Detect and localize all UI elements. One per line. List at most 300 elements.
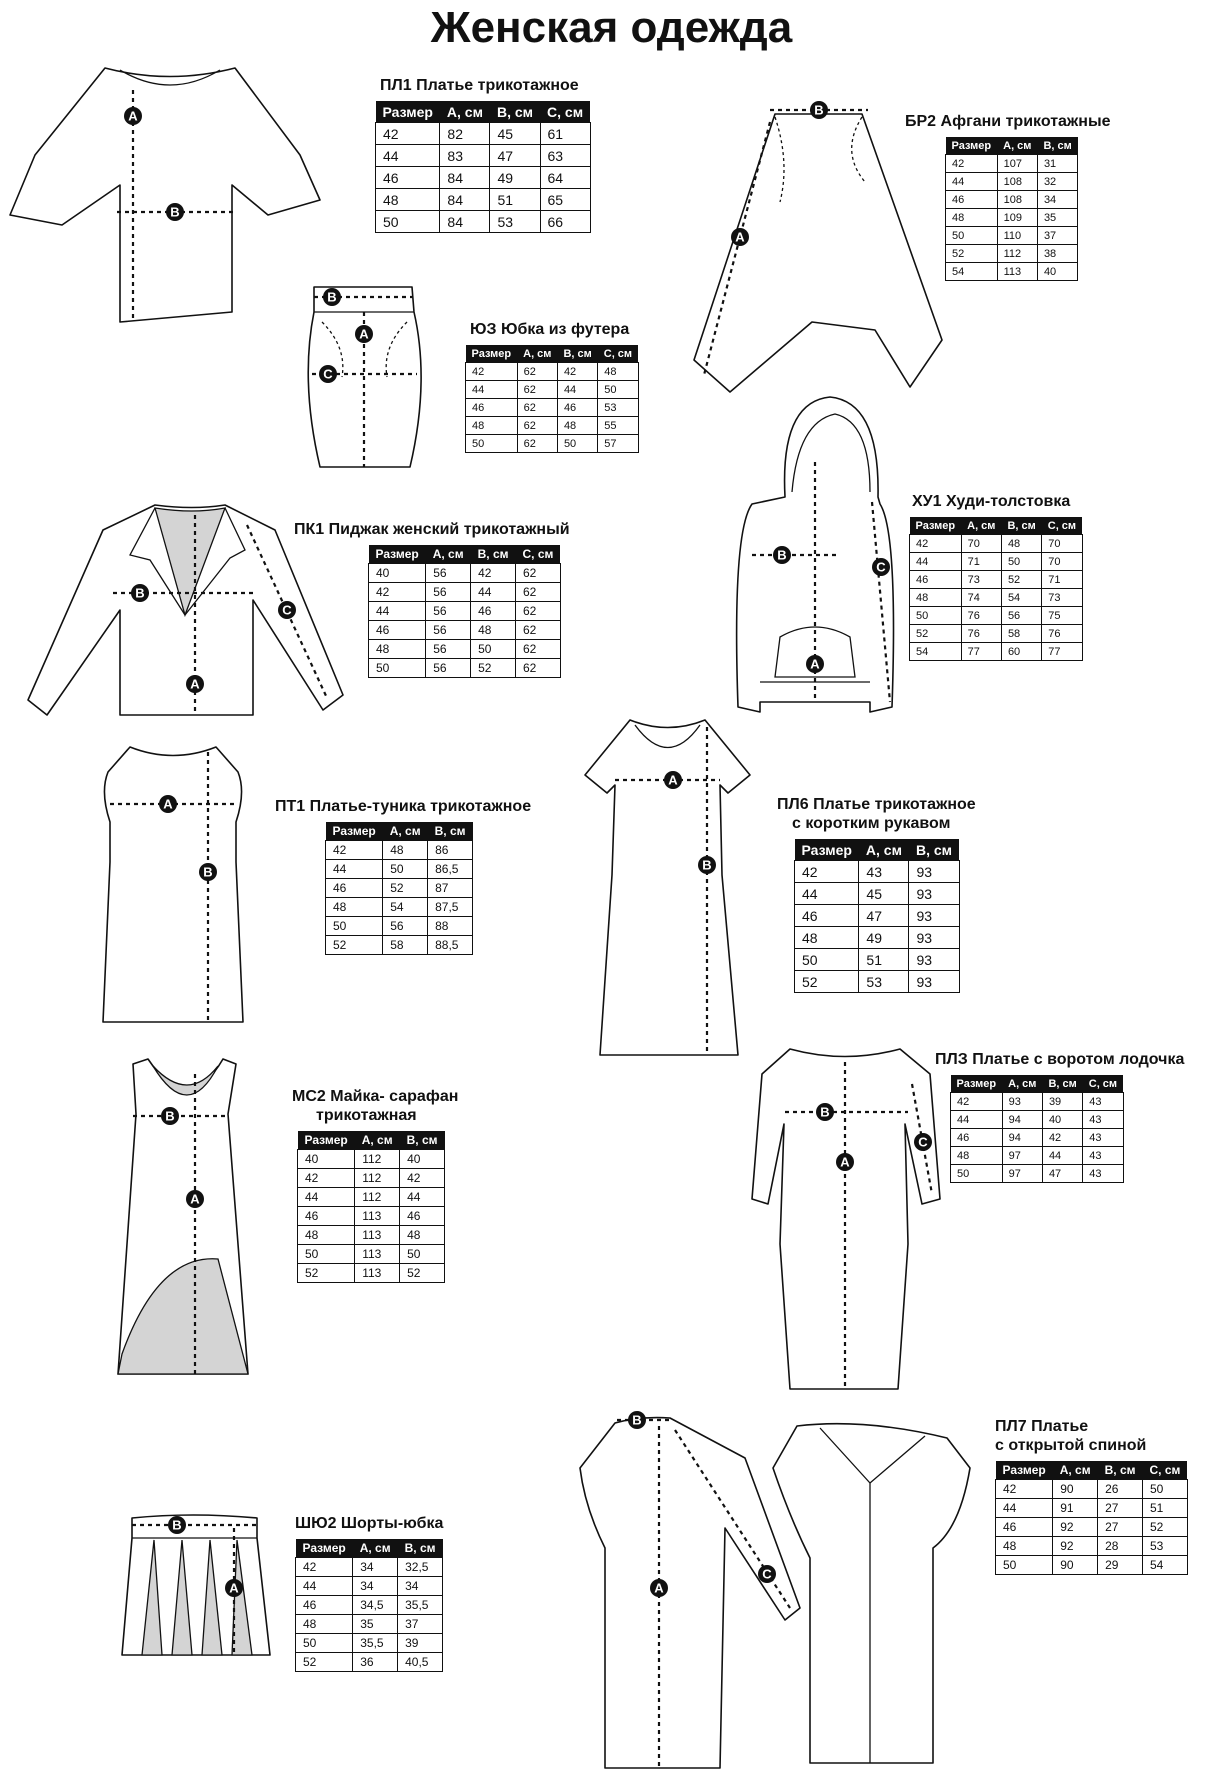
table-cell: 44 <box>910 553 962 571</box>
svg-text:B: B <box>702 857 712 873</box>
column-header: А, см <box>353 1539 398 1558</box>
garment-pl6 <box>777 795 976 993</box>
pt1-outline <box>103 747 243 1022</box>
table-cell: 42 <box>296 1558 353 1577</box>
table-cell: 112 <box>997 245 1037 263</box>
table-cell: 43 <box>1083 1111 1123 1129</box>
table-header-row <box>996 1461 1188 1480</box>
column-header: А, см <box>426 545 471 564</box>
table-cell: 40,5 <box>398 1653 443 1672</box>
table-row <box>369 564 561 583</box>
table-row <box>951 1165 1124 1183</box>
table-cell: 39 <box>398 1634 443 1653</box>
sketch-hu1-hoodie <box>730 392 900 732</box>
table-cell: 42 <box>557 363 597 381</box>
garment-pl3 <box>935 1050 1184 1183</box>
table-cell: 82 <box>440 123 490 145</box>
svg-text:A: A <box>810 656 820 672</box>
svg-text:B: B <box>203 864 213 880</box>
size-table-pk1 <box>368 545 561 678</box>
garment-pl7 <box>995 1417 1188 1575</box>
table-cell: 34 <box>353 1558 398 1577</box>
table-cell: 46 <box>298 1207 355 1226</box>
table-cell: 47 <box>1042 1165 1082 1183</box>
sketch-shyu2-skort <box>122 1510 272 1665</box>
table-row <box>296 1577 443 1596</box>
table-cell: 73 <box>961 571 1001 589</box>
sketch-pl7-dress <box>575 1408 985 1778</box>
table-row <box>326 879 473 898</box>
column-header: А, см <box>383 822 428 841</box>
column-header: А, см <box>1002 1075 1042 1093</box>
table-row <box>996 1537 1188 1556</box>
table-row <box>996 1480 1188 1499</box>
sketch-hu1-svg <box>730 392 900 732</box>
table-cell: 94 <box>1002 1129 1042 1147</box>
table-cell: 93 <box>909 927 959 949</box>
table-row <box>296 1653 443 1672</box>
table-cell: 48 <box>466 417 518 435</box>
table-cell: 48 <box>298 1226 355 1245</box>
table-cell: 44 <box>996 1499 1053 1518</box>
table-cell: 50 <box>369 659 426 678</box>
table-cell: 65 <box>540 189 590 211</box>
table-header-row <box>326 822 473 841</box>
garment-title-pl3: ПЛЗ Платье с воротом лодочка <box>935 1051 1185 1068</box>
column-header: В, см <box>1001 517 1041 535</box>
table-cell: 86,5 <box>428 860 473 879</box>
table-row <box>946 227 1078 245</box>
table-cell: 40 <box>369 564 426 583</box>
table-cell: 52 <box>1001 571 1041 589</box>
svg-text:C: C <box>918 1134 928 1150</box>
column-header: С, см <box>516 545 561 564</box>
table-cell: 63 <box>540 145 590 167</box>
table-cell: 62 <box>516 602 561 621</box>
sketch-pl6-dress <box>580 715 755 1065</box>
garment-pt1 <box>275 797 531 955</box>
table-cell: 44 <box>376 145 440 167</box>
column-header: В, см <box>1037 137 1077 155</box>
table-cell: 44 <box>557 381 597 399</box>
table-row <box>795 861 960 883</box>
table-row <box>996 1499 1188 1518</box>
garment-title-br2: БР2 Афгани трикотажные <box>905 113 1111 130</box>
table-cell: 53 <box>598 399 638 417</box>
table-cell: 42 <box>376 123 440 145</box>
table-cell: 113 <box>355 1264 400 1283</box>
table-row <box>466 417 639 435</box>
table-cell: 93 <box>909 949 959 971</box>
table-row <box>296 1615 443 1634</box>
table-cell: 40 <box>298 1150 355 1169</box>
table-cell: 50 <box>1001 553 1041 571</box>
table-row <box>376 211 591 233</box>
table-cell: 50 <box>557 435 597 453</box>
table-cell: 108 <box>997 191 1037 209</box>
table-row <box>795 905 960 927</box>
table-row <box>946 155 1078 173</box>
table-cell: 53 <box>859 971 909 993</box>
table-cell: 43 <box>1083 1093 1123 1111</box>
table-cell: 54 <box>946 263 998 281</box>
table-cell: 93 <box>909 883 959 905</box>
table-cell: 62 <box>516 659 561 678</box>
table-cell: 87,5 <box>428 898 473 917</box>
table-cell: 93 <box>1002 1093 1042 1111</box>
garment-br2 <box>905 112 1111 281</box>
table-cell: 56 <box>383 917 428 936</box>
table-cell: 35,5 <box>398 1596 443 1615</box>
table-cell: 31 <box>1037 155 1077 173</box>
table-cell: 52 <box>1143 1518 1188 1537</box>
table-cell: 92 <box>1053 1537 1098 1556</box>
table-row <box>946 191 1078 209</box>
garment-ms2 <box>292 1087 458 1283</box>
table-cell: 50 <box>471 640 516 659</box>
svg-text:A: A <box>190 1191 200 1207</box>
table-row <box>910 553 1083 571</box>
table-cell: 51 <box>490 189 540 211</box>
table-cell: 44 <box>951 1111 1003 1129</box>
table-cell: 45 <box>859 883 909 905</box>
table-row <box>376 145 591 167</box>
table-cell: 87 <box>428 879 473 898</box>
table-cell: 55 <box>598 417 638 435</box>
table-cell: 34 <box>1037 191 1077 209</box>
table-cell: 52 <box>383 879 428 898</box>
table-row <box>996 1556 1188 1575</box>
table-row <box>298 1264 445 1283</box>
table-cell: 26 <box>1098 1480 1143 1499</box>
table-cell: 52 <box>400 1264 445 1283</box>
garment-title-hu1: ХУ1 Худи-толстовка <box>912 493 1071 510</box>
table-row <box>369 640 561 659</box>
table-row <box>298 1245 445 1264</box>
table-cell: 61 <box>540 123 590 145</box>
table-row <box>466 399 639 417</box>
table-cell: 70 <box>1042 553 1082 571</box>
size-table-ms2 <box>297 1131 445 1283</box>
table-cell: 43 <box>859 861 909 883</box>
table-header-row <box>951 1075 1124 1093</box>
table-cell: 44 <box>795 883 859 905</box>
table-header-row <box>376 101 591 123</box>
garment-hu1 <box>912 492 1083 661</box>
table-cell: 51 <box>1143 1499 1188 1518</box>
column-header: Размер <box>369 545 426 564</box>
garment-title-shyu2: ШЮ2 Шорты-юбка <box>295 1515 444 1532</box>
svg-text:A: A <box>229 1580 239 1596</box>
table-row <box>326 860 473 879</box>
table-cell: 46 <box>557 399 597 417</box>
table-cell: 94 <box>1002 1111 1042 1129</box>
size-table-yu3 <box>465 345 639 453</box>
table-row <box>376 189 591 211</box>
table-cell: 62 <box>517 363 557 381</box>
table-cell: 49 <box>490 167 540 189</box>
table-row <box>466 381 639 399</box>
table-row <box>795 949 960 971</box>
table-cell: 34,5 <box>353 1596 398 1615</box>
table-cell: 50 <box>996 1556 1053 1575</box>
table-cell: 84 <box>440 189 490 211</box>
table-row <box>910 571 1083 589</box>
table-cell: 48 <box>795 927 859 949</box>
table-row <box>326 841 473 860</box>
table-row <box>296 1634 443 1653</box>
table-row <box>298 1226 445 1245</box>
table-header-row <box>298 1131 445 1150</box>
table-cell: 86 <box>428 841 473 860</box>
column-header: Размер <box>795 839 859 861</box>
table-cell: 52 <box>946 245 998 263</box>
table-cell: 58 <box>383 936 428 955</box>
table-cell: 48 <box>326 898 383 917</box>
table-cell: 42 <box>471 564 516 583</box>
svg-text:B: B <box>165 1108 175 1124</box>
table-row <box>369 621 561 640</box>
sketch-yu3-svg <box>292 282 437 482</box>
sketch-pl3-dress <box>750 1044 945 1399</box>
table-cell: 34 <box>353 1577 398 1596</box>
table-cell: 50 <box>1143 1480 1188 1499</box>
table-cell: 113 <box>997 263 1037 281</box>
table-cell: 77 <box>1042 643 1082 661</box>
table-cell: 50 <box>383 860 428 879</box>
table-cell: 46 <box>376 167 440 189</box>
column-header: А, см <box>355 1131 400 1150</box>
table-cell: 56 <box>426 659 471 678</box>
table-cell: 97 <box>1002 1165 1042 1183</box>
column-header: С, см <box>1083 1075 1123 1093</box>
table-header-row <box>466 345 639 363</box>
table-cell: 45 <box>490 123 540 145</box>
svg-text:A: A <box>359 326 369 342</box>
pl6-outline <box>585 720 750 1055</box>
table-cell: 53 <box>1143 1537 1188 1556</box>
column-header: Размер <box>951 1075 1003 1093</box>
table-cell: 52 <box>910 625 962 643</box>
table-cell: 50 <box>298 1245 355 1264</box>
svg-text:C: C <box>876 559 886 575</box>
table-cell: 54 <box>910 643 962 661</box>
sketch-pt1-tunic <box>98 742 248 1032</box>
garment-title-ms2-line2: трикотажная <box>316 1107 417 1124</box>
table-cell: 62 <box>516 640 561 659</box>
table-cell: 53 <box>490 211 540 233</box>
table-cell: 71 <box>961 553 1001 571</box>
table-cell: 46 <box>951 1129 1003 1147</box>
table-cell: 37 <box>398 1615 443 1634</box>
table-row <box>298 1188 445 1207</box>
table-row <box>996 1518 1188 1537</box>
table-cell: 93 <box>909 905 959 927</box>
table-cell: 60 <box>1001 643 1041 661</box>
table-row <box>466 363 639 381</box>
column-header: Размер <box>376 101 440 123</box>
table-cell: 42 <box>795 861 859 883</box>
table-cell: 70 <box>1042 535 1082 553</box>
table-cell: 52 <box>795 971 859 993</box>
column-header: Размер <box>326 822 383 841</box>
svg-text:B: B <box>820 1104 830 1120</box>
table-row <box>326 917 473 936</box>
table-cell: 46 <box>296 1596 353 1615</box>
table-row <box>951 1093 1124 1111</box>
table-cell: 36 <box>353 1653 398 1672</box>
table-cell: 44 <box>400 1188 445 1207</box>
table-cell: 50 <box>376 211 440 233</box>
column-header: В, см <box>398 1539 443 1558</box>
table-cell: 113 <box>355 1245 400 1264</box>
sketch-pl6-svg <box>580 715 755 1065</box>
table-cell: 48 <box>946 209 998 227</box>
table-cell: 58 <box>1001 625 1041 643</box>
garment-shyu2 <box>295 1514 443 1672</box>
sketch-yu3-skirt <box>292 282 437 482</box>
table-cell: 62 <box>516 583 561 602</box>
svg-text:A: A <box>735 229 745 245</box>
table-cell: 50 <box>910 607 962 625</box>
table-cell: 76 <box>1042 625 1082 643</box>
table-cell: 43 <box>1083 1147 1123 1165</box>
table-cell: 75 <box>1042 607 1082 625</box>
svg-text:A: A <box>163 796 173 812</box>
table-row <box>326 898 473 917</box>
table-cell: 66 <box>540 211 590 233</box>
table-cell: 48 <box>1001 535 1041 553</box>
table-cell: 42 <box>400 1169 445 1188</box>
column-header: Размер <box>996 1461 1053 1480</box>
table-cell: 64 <box>540 167 590 189</box>
table-cell: 42 <box>946 155 998 173</box>
table-cell: 46 <box>471 602 516 621</box>
table-cell: 43 <box>1083 1129 1123 1147</box>
table-header-row <box>910 517 1083 535</box>
column-header: В, см <box>471 545 516 564</box>
table-cell: 42 <box>910 535 962 553</box>
table-cell: 56 <box>426 564 471 583</box>
svg-text:B: B <box>172 1517 182 1533</box>
column-header: В, см <box>909 839 959 861</box>
table-cell: 50 <box>466 435 518 453</box>
svg-text:C: C <box>323 366 333 382</box>
column-header: А, см <box>961 517 1001 535</box>
table-cell: 110 <box>997 227 1037 245</box>
table-row <box>951 1147 1124 1165</box>
table-cell: 27 <box>1098 1518 1143 1537</box>
garment-title-pl6-line1: ПЛ6 Платье трикотажное <box>777 796 976 813</box>
table-header-row <box>369 545 561 564</box>
table-cell: 52 <box>296 1653 353 1672</box>
table-row <box>951 1129 1124 1147</box>
garment-title-pl7-line2: с открытой спиной <box>995 1437 1147 1454</box>
table-cell: 52 <box>471 659 516 678</box>
garment-title-pl7-line1: ПЛ7 Платье <box>995 1418 1089 1435</box>
table-cell: 93 <box>909 861 959 883</box>
table-cell: 42 <box>298 1169 355 1188</box>
garment-title-ms2-line1: МС2 Майка- сарафан <box>292 1088 459 1105</box>
table-cell: 32,5 <box>398 1558 443 1577</box>
table-cell: 42 <box>369 583 426 602</box>
table-cell: 54 <box>1001 589 1041 607</box>
column-header: Размер <box>910 517 962 535</box>
table-cell: 50 <box>951 1165 1003 1183</box>
column-header: С, см <box>1143 1461 1188 1480</box>
table-cell: 62 <box>517 435 557 453</box>
table-cell: 62 <box>517 417 557 435</box>
table-cell: 44 <box>326 860 383 879</box>
table-cell: 44 <box>466 381 518 399</box>
table-cell: 113 <box>355 1226 400 1245</box>
table-cell: 112 <box>355 1150 400 1169</box>
table-cell: 44 <box>471 583 516 602</box>
table-cell: 40 <box>400 1150 445 1169</box>
column-header: В, см <box>490 101 540 123</box>
table-cell: 50 <box>598 381 638 399</box>
table-row <box>910 643 1083 661</box>
garment-pl1 <box>380 76 591 233</box>
table-cell: 46 <box>996 1518 1053 1537</box>
table-cell: 50 <box>326 917 383 936</box>
table-cell: 92 <box>1053 1518 1098 1537</box>
table-cell: 44 <box>1042 1147 1082 1165</box>
table-cell: 93 <box>909 971 959 993</box>
table-cell: 48 <box>471 621 516 640</box>
table-cell: 44 <box>369 602 426 621</box>
table-cell: 37 <box>1037 227 1077 245</box>
column-header: А, см <box>859 839 909 861</box>
table-row <box>910 535 1083 553</box>
table-row <box>296 1596 443 1615</box>
table-row <box>946 173 1078 191</box>
table-row <box>466 435 639 453</box>
table-cell: 46 <box>946 191 998 209</box>
table-cell: 84 <box>440 211 490 233</box>
size-table-pl6 <box>794 839 960 993</box>
column-header: В, см <box>1098 1461 1143 1480</box>
table-cell: 44 <box>946 173 998 191</box>
table-cell: 52 <box>298 1264 355 1283</box>
table-cell: 108 <box>997 173 1037 191</box>
table-cell: 47 <box>490 145 540 167</box>
table-cell: 62 <box>516 564 561 583</box>
table-cell: 46 <box>369 621 426 640</box>
table-header-row <box>795 839 960 861</box>
table-cell: 77 <box>961 643 1001 661</box>
sketch-pt1-svg <box>98 742 248 1032</box>
svg-text:B: B <box>327 289 337 305</box>
table-cell: 42 <box>996 1480 1053 1499</box>
table-cell: 54 <box>1143 1556 1188 1575</box>
column-header: А, см <box>517 345 557 363</box>
column-header: Размер <box>946 137 998 155</box>
table-cell: 109 <box>997 209 1037 227</box>
table-cell: 40 <box>1037 263 1077 281</box>
table-cell: 84 <box>440 167 490 189</box>
table-cell: 44 <box>298 1188 355 1207</box>
column-header: А, см <box>1053 1461 1098 1480</box>
svg-text:B: B <box>632 1412 642 1428</box>
column-header: В, см <box>400 1131 445 1150</box>
page-title: Женская одежда <box>430 3 793 52</box>
table-cell: 62 <box>517 399 557 417</box>
table-cell: 76 <box>961 607 1001 625</box>
table-cell: 113 <box>355 1207 400 1226</box>
table-cell: 34 <box>398 1577 443 1596</box>
table-cell: 49 <box>859 927 909 949</box>
